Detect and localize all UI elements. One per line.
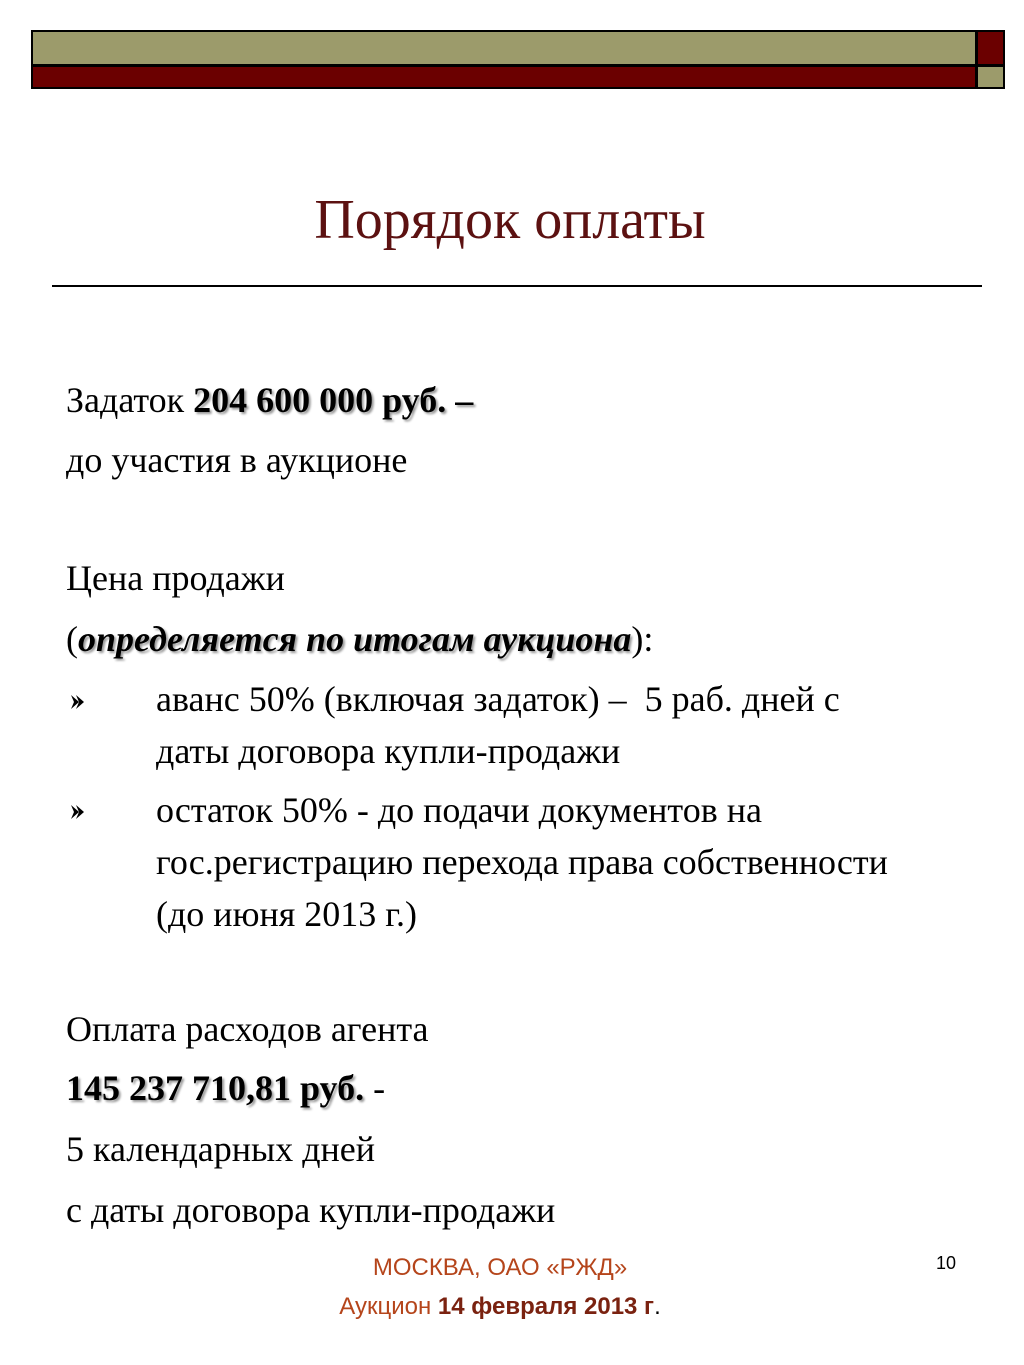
footer-dot: . bbox=[654, 1293, 661, 1320]
sale-price-heading: Цена продажи bbox=[66, 558, 285, 598]
agent-from: с даты договора купли-продажи bbox=[66, 1190, 556, 1230]
footer-line1: МОСКВА, ОАО «РЖД» bbox=[372, 1254, 628, 1281]
agent-term: 5 календарных дней bbox=[66, 1129, 376, 1169]
agent-amount: 145 237 710,81 руб. bbox=[66, 1068, 365, 1108]
bullet-balance-line1: остаток 50% - до подачи документов на bbox=[156, 790, 762, 830]
bullet-advance-line1: аванс 50% (включая задаток) – 5 раб. дней с bbox=[156, 679, 840, 719]
bullet-advance bbox=[156, 673, 1016, 777]
header-bar-olive bbox=[31, 30, 977, 66]
page-number: 10 bbox=[936, 1253, 957, 1273]
deposit-line bbox=[66, 375, 473, 425]
deposit-label: Задаток bbox=[66, 380, 194, 420]
paren-close: ): bbox=[631, 619, 654, 659]
footer-auction-label: Аукцион bbox=[339, 1293, 438, 1320]
bullet-balance bbox=[156, 784, 1016, 940]
slide-title: Порядок оплаты bbox=[314, 189, 706, 251]
footer-auction-date: 14 февраля 2013 г bbox=[437, 1293, 655, 1320]
title-divider bbox=[52, 285, 982, 287]
footer-line2 bbox=[0, 1292, 1000, 1322]
agent-dash: - bbox=[364, 1068, 386, 1108]
bullet-advance-line2: даты договора купли-продажи bbox=[156, 731, 621, 771]
arrow-bullet-icon bbox=[66, 690, 90, 714]
sale-price-determined-line bbox=[66, 614, 653, 664]
header-square-red bbox=[976, 30, 1005, 66]
determined-by-auction: определяется по итогам аукциона bbox=[78, 619, 632, 659]
deposit-note: до участия в аукционе bbox=[66, 440, 408, 480]
paren-open: ( bbox=[66, 619, 78, 659]
agent-heading: Оплата расходов агента bbox=[66, 1009, 429, 1049]
header-bar-red bbox=[31, 65, 977, 89]
arrow-bullet-icon bbox=[66, 800, 90, 824]
header-square-olive bbox=[976, 65, 1005, 89]
bullet-balance-line2: гос.регистрацию перехода права собственности bbox=[156, 842, 888, 882]
bullet-balance-line3: (до июня 2013 г.) bbox=[156, 894, 417, 934]
agent-amount-line bbox=[66, 1063, 385, 1113]
deposit-amount: 204 600 000 руб. – bbox=[193, 380, 474, 420]
